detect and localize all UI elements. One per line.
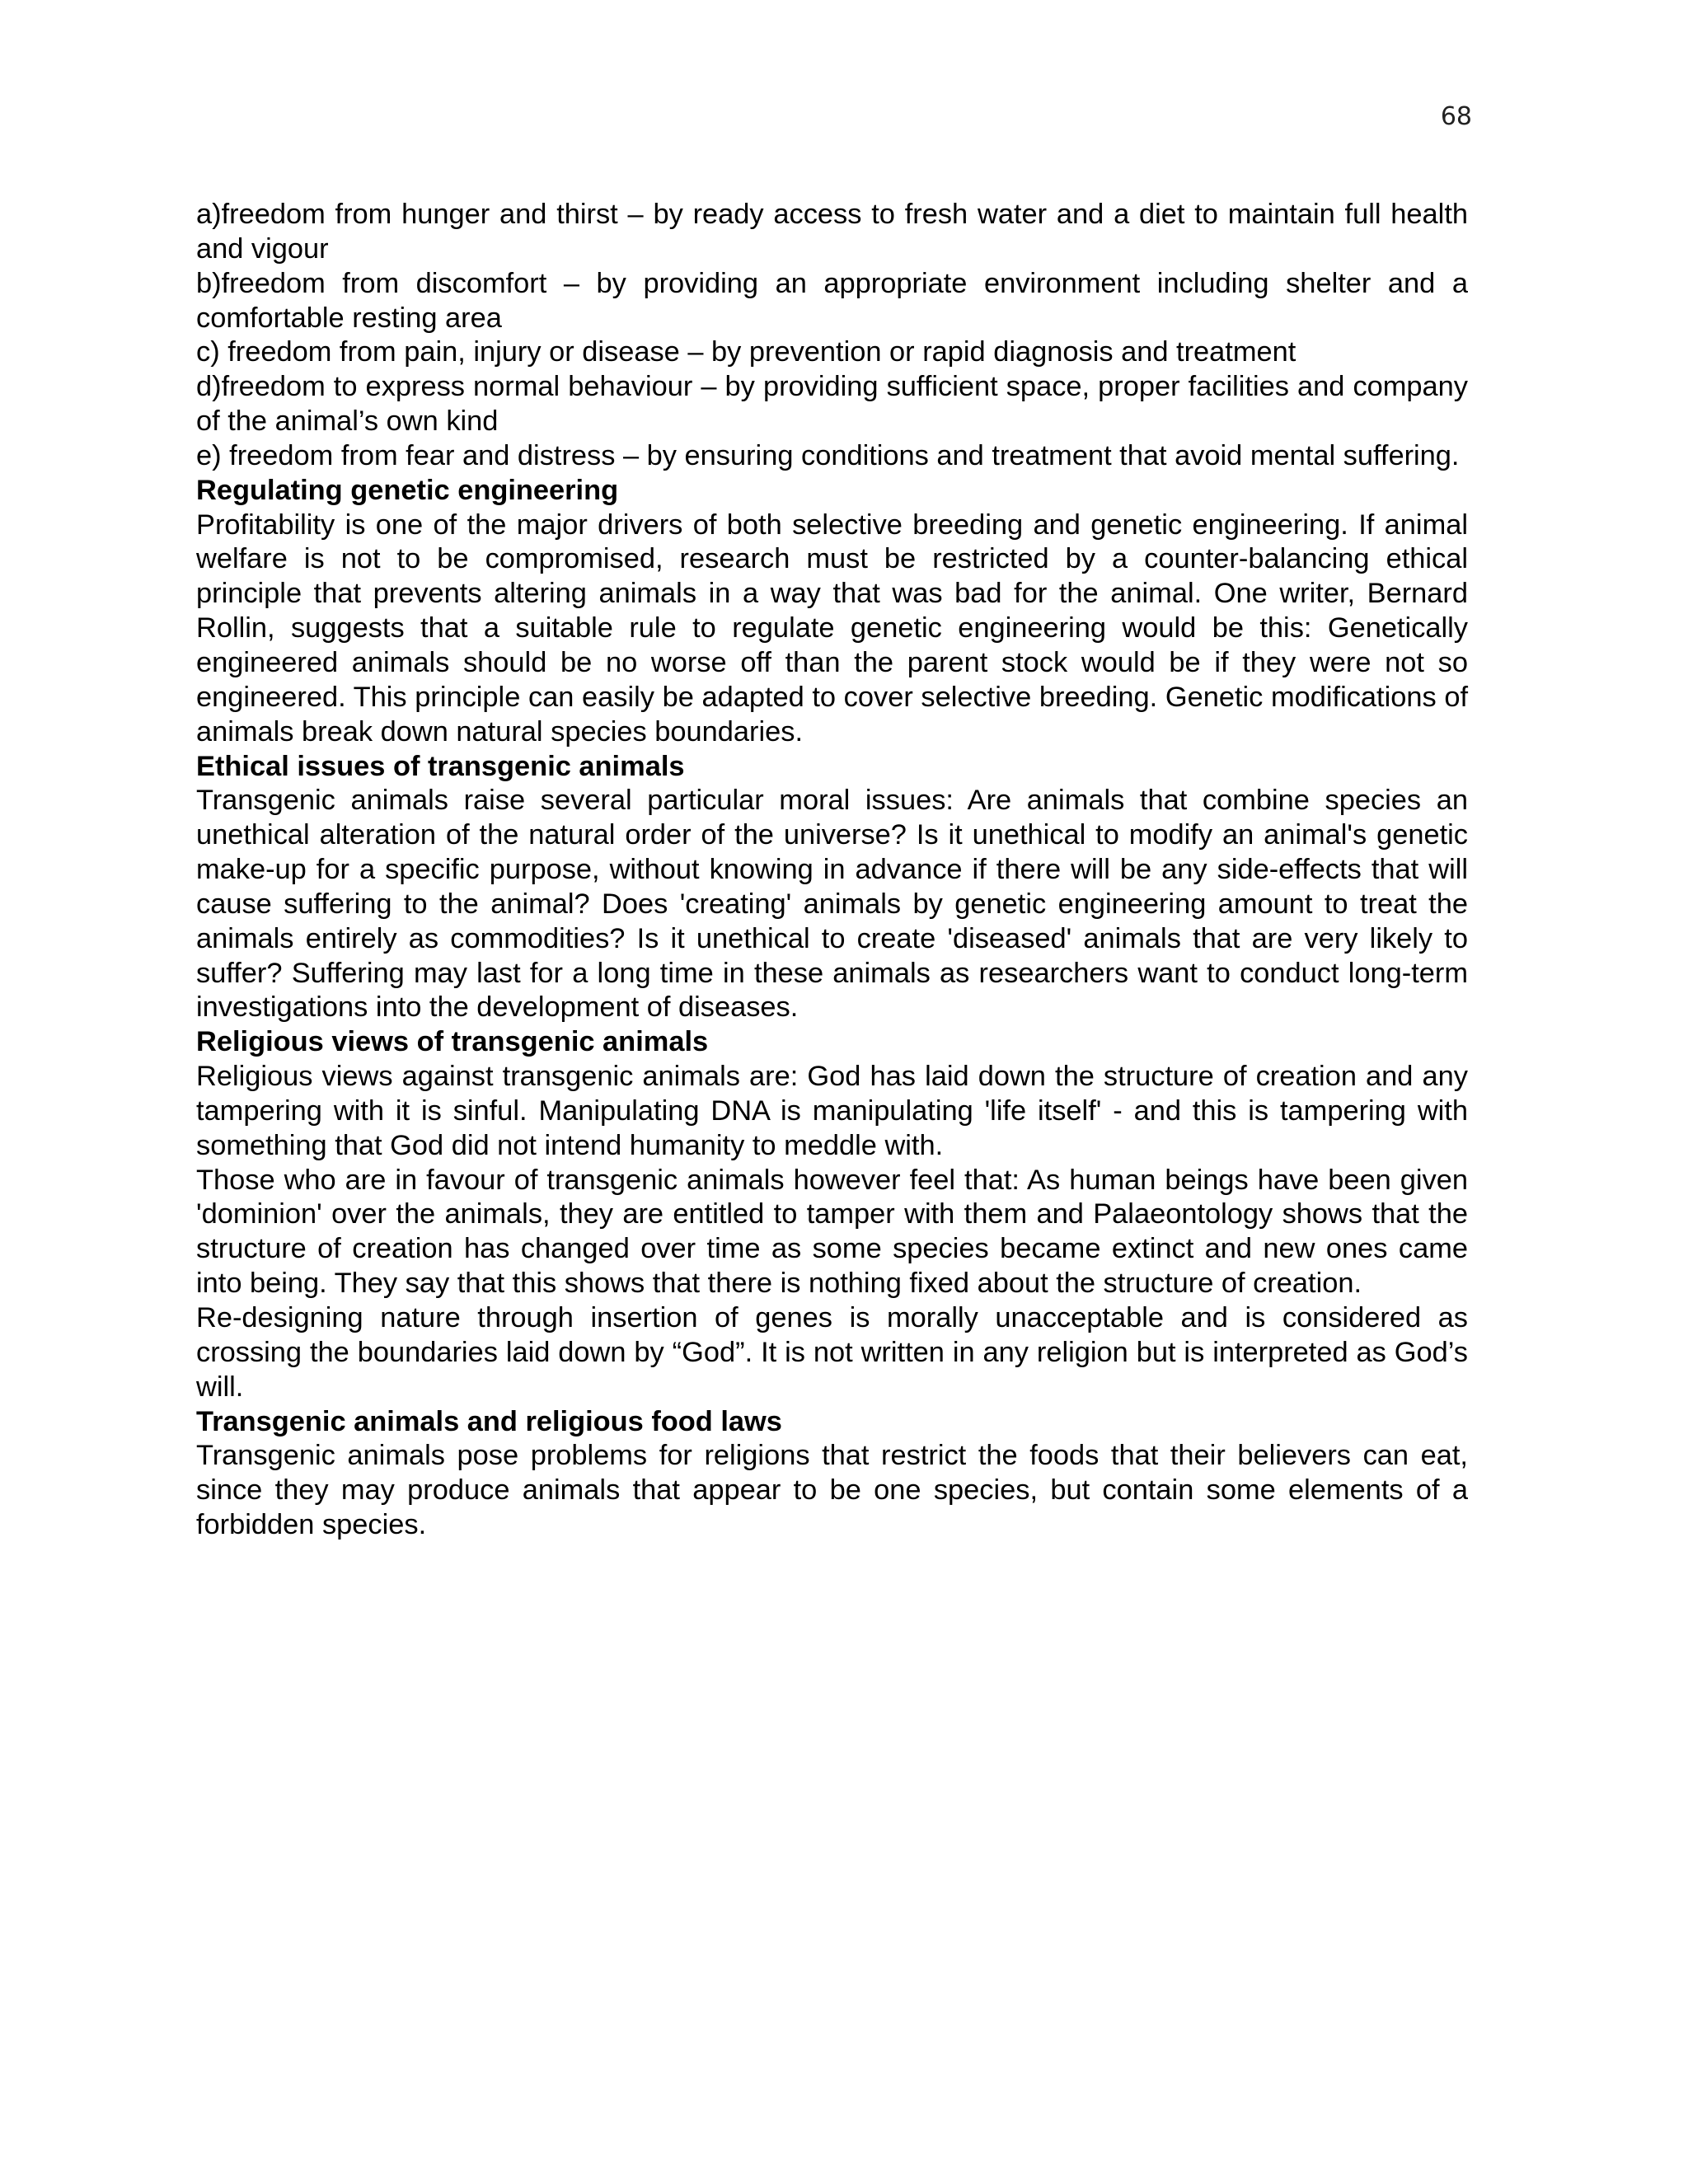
freedom-item-a: a)freedom from hunger and thirst – by ready access to fresh water and a diet to maintain full health and vigour xyxy=(196,199,1468,265)
heading-regulating-genetic-engineering: Regulating genetic engineering xyxy=(196,474,619,506)
freedom-item-c: c) freedom from pain, injury or disease – by prevention or rapid diagnosis and treatment xyxy=(196,336,1296,368)
paragraph-religious-redesign: Re-designing nature through insertion of genes is morally unacceptable and is considered as crossing the boundaries laid down by “God”. It is not written in any religion but is interpreted as God’s will. xyxy=(196,1302,1468,1403)
freedom-item-e: e) freedom from fear and distress – by ensuring conditions and treatment that avoid mental suffering. xyxy=(196,439,1460,471)
page-number: 68 xyxy=(1440,102,1472,131)
paragraph-regulating: Profitability is one of the major drivers of both selective breeding and genetic engineering. If animal welfare is not to be compromised, research must be restricted by a counter-balancing ethical principle that prevents altering animals in a way that was bad for the animal. One writer, Bernard Rollin, suggests that a suitable rule to regulate genetic engineering would be this: Genetically engineered animals should be no worse off than the parent stock would be if they were not so engineered. This principle can easily be adapted to cover selective breeding. Genetic modifications of animals break down natural species boundaries. xyxy=(196,509,1468,748)
paragraph-religious-favour: Those who are in favour of transgenic animals however feel that: As human beings have been given 'dominion' over the animals, they are entitled to tamper with them and Palaeontology shows that the structure of creation has changed over time as some species became extinct and new ones came into being. They say that this shows that there is nothing fixed about the structure of creation. xyxy=(196,1164,1468,1300)
page-content xyxy=(196,198,1468,1543)
freedom-item-b: b)freedom from discomfort – by providing an appropriate environment including shelter and a comfortable resting area xyxy=(196,267,1468,334)
paragraph-food-laws: Transgenic animals pose problems for religions that restrict the foods that their believers can eat, since they may produce animals that appear to be one species, but contain some elements of a forbidden species. xyxy=(196,1440,1468,1541)
freedom-item-d: d)freedom to express normal behaviour – by providing sufficient space, proper facilities and company of the animal’s own kind xyxy=(196,371,1468,438)
heading-religious-views: Religious views of transgenic animals xyxy=(196,1026,709,1058)
heading-ethical-issues: Ethical issues of transgenic animals xyxy=(196,750,685,782)
heading-religious-food-laws: Transgenic animals and religious food laws xyxy=(196,1405,782,1437)
paragraph-religious-against: Religious views against transgenic animals are: God has laid down the structure of creation and any tampering with it is sinful. Manipulating DNA is manipulating 'life itself' - and this is tampering with something that God did not intend humanity to meddle with. xyxy=(196,1061,1468,1161)
paragraph-ethical: Transgenic animals raise several particular moral issues: Are animals that combine species an unethical alteration of the natural order of the universe? Is it unethical to modify an animal's genetic make-up for a specific purpose, without knowing in advance if there will be any side-effects that will cause suffering to the animal? Does 'creating' animals by genetic engineering amount to treat the animals entirely as commodities? Is it unethical to create 'diseased' animals that are very likely to suffer? Suffering may last for a long time in these animals as researchers want to conduct long-term investigations into the development of diseases. xyxy=(196,785,1468,1024)
